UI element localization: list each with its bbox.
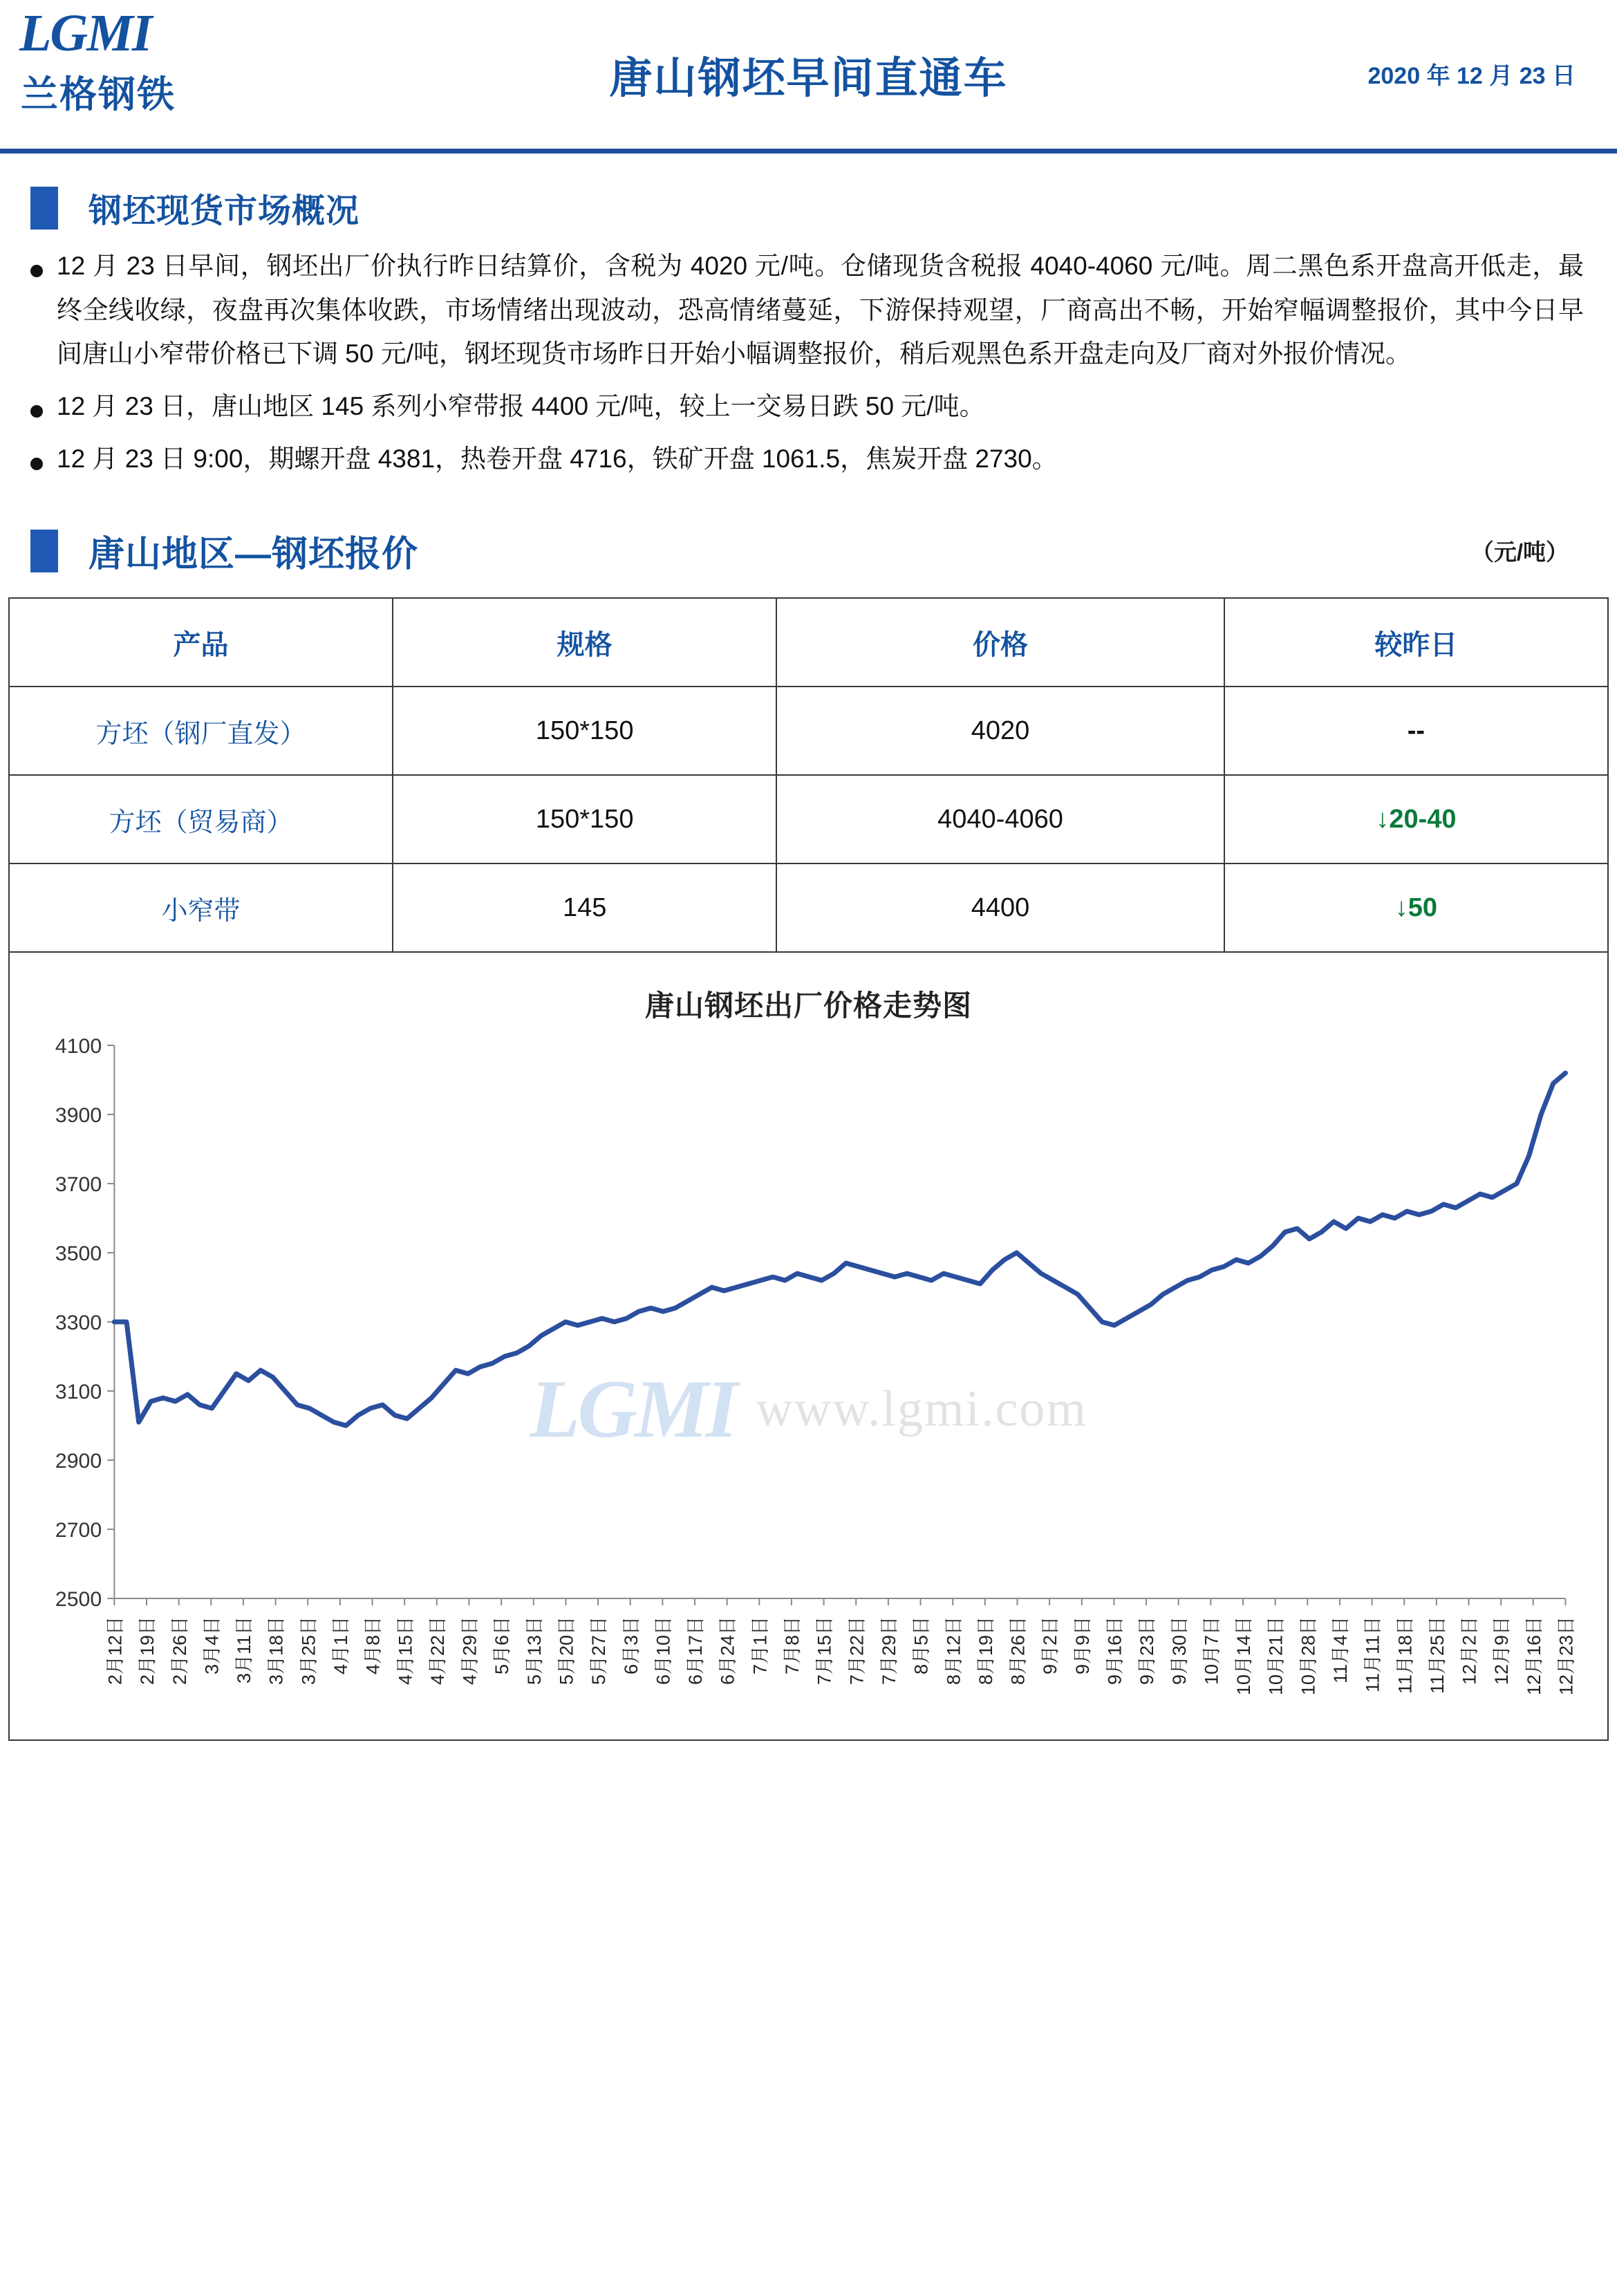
watermark-url: www.lgmi.com <box>756 1380 1087 1437</box>
table-header-row <box>9 598 1608 687</box>
bullet-dot-icon <box>30 405 43 418</box>
cell-product: 方坯（贸易商） <box>9 775 393 864</box>
svg-text:8月12日: 8月12日 <box>942 1616 964 1686</box>
cell-price: 4020 <box>776 687 1224 775</box>
svg-text:3月11日: 3月11日 <box>232 1616 255 1684</box>
svg-text:6月10日: 6月10日 <box>652 1616 674 1686</box>
logo-sub-text: 兰格钢铁 <box>21 74 176 115</box>
svg-text:6月24日: 6月24日 <box>716 1616 738 1686</box>
svg-text:4月1日: 4月1日 <box>329 1616 352 1675</box>
unit-label: （元/吨） <box>1470 539 1569 566</box>
svg-text:11月11日: 11月11日 <box>1361 1616 1383 1693</box>
price-trend-chart <box>8 953 1609 1741</box>
svg-text:6月3日: 6月3日 <box>619 1616 642 1675</box>
cell-product: 小窄带 <box>9 864 393 952</box>
svg-text:5月13日: 5月13日 <box>523 1616 545 1686</box>
column-header-spec: 规格 <box>393 598 776 687</box>
bullet-text: 12 月 23 日 9:00，期螺开盘 4381，热卷开盘 4716，铁矿开盘 1061.5，焦炭开盘 2730。 <box>57 444 1058 473</box>
bullet-text: 12 月 23 日早间，钢坯出厂价执行昨日结算价，含税为 4020 元/吨。仓储现货含税报 4040-4060 元/吨。周二黑色系开盘高开低走，最终全线收绿，夜盘再次集体收跌，市场情绪出现波动，恐高情绪蔓延，下游保持观望，厂商高出不畅，开始窄幅调整报价，其中今日早间唐山小窄带价格已下调 50 元/吨，钢坯现货市场昨日开始小幅调整报价，稍后观黑色系开盘走向及厂商对外报价情况。 <box>57 252 1584 368</box>
column-header-change: 较昨日 <box>1224 598 1608 687</box>
section-overview-title: 钢坯现货市场概况 <box>88 193 360 230</box>
svg-text:7月15日: 7月15日 <box>813 1616 835 1686</box>
bullet-dot-icon <box>30 265 43 277</box>
bullet-dot-icon <box>30 458 43 470</box>
svg-text:10月7日: 10月7日 <box>1200 1616 1222 1686</box>
svg-text:11月4日: 11月4日 <box>1329 1616 1352 1684</box>
table-row <box>9 864 1608 952</box>
svg-text:9月2日: 9月2日 <box>1039 1616 1061 1675</box>
section-quote-heading <box>0 525 1617 577</box>
svg-text:9月30日: 9月30日 <box>1168 1616 1190 1686</box>
section-marker-icon <box>30 530 58 572</box>
cell-change: -- <box>1224 687 1608 775</box>
svg-text:2月12日: 2月12日 <box>104 1616 126 1686</box>
svg-text:3月4日: 3月4日 <box>200 1616 223 1675</box>
svg-text:11月25日: 11月25日 <box>1426 1616 1448 1695</box>
svg-text:5月20日: 5月20日 <box>555 1616 577 1686</box>
cell-spec: 150*150 <box>393 775 776 864</box>
svg-text:9月9日: 9月9日 <box>1071 1616 1093 1675</box>
svg-text:3月18日: 3月18日 <box>265 1616 287 1686</box>
svg-text:2900: 2900 <box>55 1450 102 1473</box>
svg-text:3300: 3300 <box>55 1312 102 1335</box>
svg-text:4月8日: 4月8日 <box>362 1616 384 1675</box>
table-row <box>9 687 1608 775</box>
page-title: 唐山钢坯早间直通车 <box>609 55 1008 102</box>
list-item <box>30 437 1584 481</box>
chart-title: 唐山钢坯出厂价格走势图 <box>644 989 972 1023</box>
overview-bullets <box>0 244 1617 480</box>
svg-text:2500: 2500 <box>55 1588 102 1612</box>
svg-text:3月25日: 3月25日 <box>297 1616 319 1686</box>
svg-text:5月27日: 5月27日 <box>588 1616 610 1686</box>
svg-text:4月15日: 4月15日 <box>394 1616 416 1686</box>
watermark-logo: LGMI <box>530 1363 736 1455</box>
svg-text:3100: 3100 <box>55 1381 102 1404</box>
svg-text:12月9日: 12月9日 <box>1490 1616 1513 1686</box>
svg-text:2700: 2700 <box>55 1519 102 1542</box>
report-date: 2020 年 12 月 23 日 <box>1367 63 1576 89</box>
svg-text:7月1日: 7月1日 <box>749 1616 771 1675</box>
svg-text:8月26日: 8月26日 <box>1007 1616 1029 1686</box>
svg-text:8月5日: 8月5日 <box>910 1616 932 1675</box>
logo-main-text: LGMI <box>19 4 151 62</box>
svg-text:3700: 3700 <box>55 1173 102 1197</box>
svg-text:9月23日: 9月23日 <box>1136 1616 1158 1686</box>
svg-text:10月28日: 10月28日 <box>1297 1616 1319 1696</box>
table-row <box>9 775 1608 864</box>
svg-text:12月16日: 12月16日 <box>1522 1616 1544 1696</box>
cell-spec: 145 <box>393 864 776 952</box>
lgmi-logo <box>12 4 199 145</box>
price-table <box>8 597 1609 953</box>
svg-text:12月2日: 12月2日 <box>1458 1616 1480 1686</box>
chart-canvas <box>10 1025 1607 1730</box>
svg-text:8月19日: 8月19日 <box>974 1616 996 1686</box>
svg-text:6月17日: 6月17日 <box>684 1616 707 1686</box>
svg-text:9月16日: 9月16日 <box>1103 1616 1125 1686</box>
list-item <box>30 244 1584 376</box>
svg-text:7月8日: 7月8日 <box>781 1616 803 1675</box>
cell-product: 方坯（钢厂直发） <box>9 687 393 775</box>
svg-text:7月22日: 7月22日 <box>845 1616 868 1686</box>
svg-text:3900: 3900 <box>55 1104 102 1128</box>
cell-spec: 150*150 <box>393 687 776 775</box>
column-header-product: 产品 <box>9 598 393 687</box>
bullet-text: 12 月 23 日，唐山地区 145 系列小窄带报 4400 元/吨，较上一交易日跌 50 元/吨。 <box>57 391 985 420</box>
section-overview-heading <box>0 184 1617 232</box>
svg-text:2月26日: 2月26日 <box>168 1616 190 1686</box>
column-header-price: 价格 <box>776 598 1224 687</box>
cell-price: 4040-4060 <box>776 775 1224 864</box>
svg-text:3500: 3500 <box>55 1242 102 1266</box>
cell-change: ↓20-40 <box>1224 775 1608 864</box>
svg-text:5月6日: 5月6日 <box>491 1616 513 1675</box>
svg-text:12月23日: 12月23日 <box>1555 1616 1577 1696</box>
svg-text:10月21日: 10月21日 <box>1264 1616 1287 1696</box>
list-item <box>30 384 1584 429</box>
svg-text:2月19日: 2月19日 <box>135 1616 158 1686</box>
cell-price: 4400 <box>776 864 1224 952</box>
section-marker-icon <box>30 187 58 230</box>
svg-text:11月18日: 11月18日 <box>1394 1616 1416 1695</box>
section-quote-title: 唐山地区—钢坯报价 <box>88 534 419 575</box>
page-header <box>0 0 1617 153</box>
svg-text:7月29日: 7月29日 <box>877 1616 900 1686</box>
svg-text:4月29日: 4月29日 <box>458 1616 480 1686</box>
cell-change: ↓50 <box>1224 864 1608 952</box>
svg-text:4月22日: 4月22日 <box>426 1616 448 1686</box>
svg-text:10月14日: 10月14日 <box>1232 1616 1255 1696</box>
svg-text:4100: 4100 <box>55 1035 102 1058</box>
